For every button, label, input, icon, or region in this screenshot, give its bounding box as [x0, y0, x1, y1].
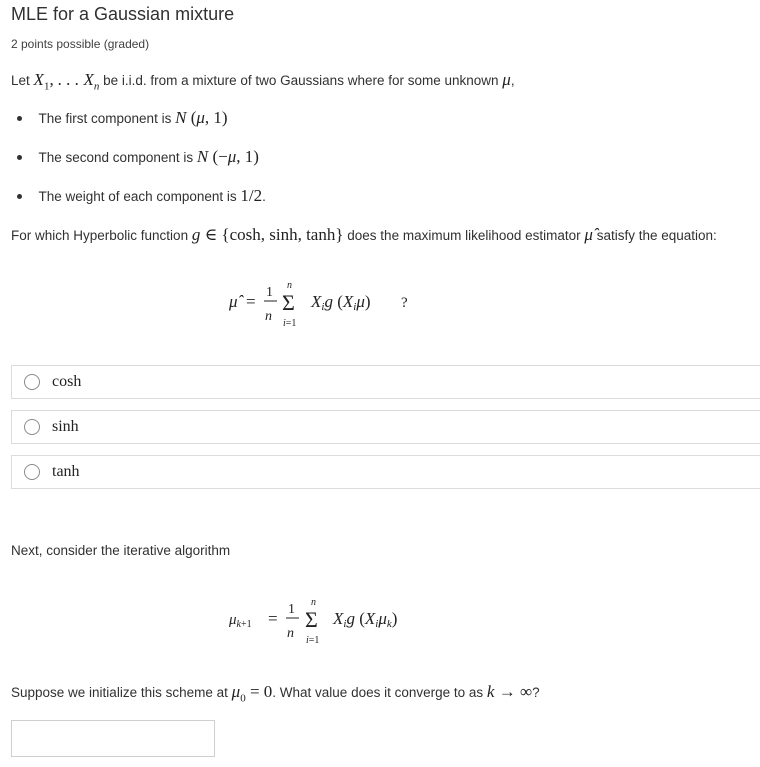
svg-text:μk+1: $\mu_{k+1}$ — [229, 612, 252, 630]
choice-label: tanh — [52, 463, 80, 480]
svg-text:1: 1 — [288, 602, 295, 617]
iterative-equation — [225, 595, 435, 651]
bullet-second-math: N (−μ, 1) — [196, 147, 259, 166]
suppose-suffix: ? — [532, 685, 540, 700]
choice-option[interactable] — [11, 455, 760, 489]
svg-text:μ̂: μ̂ — [229, 292, 238, 311]
intro-iid-text: be i.i.d. from a mixture of two Gaussians where for some unknown — [103, 73, 499, 88]
intro-let: Let — [11, 73, 30, 88]
suppose-k-math: k → ∞ — [486, 682, 533, 701]
question-end: satisfy the equation: — [596, 228, 717, 243]
intro-comma: , — [510, 73, 515, 88]
equation-question-mark: ? — [401, 295, 408, 311]
mle-equation — [225, 278, 425, 334]
intro-x-seq: $X_1$, . . . $X_n$ — [33, 70, 100, 93]
question-line — [11, 225, 717, 245]
question-prefix: For which Hyperbolic function — [11, 228, 189, 243]
bullet-dot — [17, 194, 22, 199]
next-text: Next, consider the iterative algorithm — [11, 543, 231, 558]
svg-text:=: = — [268, 609, 278, 628]
question-mu-hat: μ̂ — [584, 225, 593, 244]
question-suffix: does the maximum likelihood estimator — [347, 228, 581, 243]
answer-input[interactable] — [11, 720, 215, 757]
radio-button[interactable] — [24, 419, 40, 435]
bullet-first-component — [17, 108, 228, 128]
bullet-first-text: The first component is — [38, 111, 172, 126]
bullet-dot — [17, 155, 22, 160]
svg-text:n: n — [311, 597, 316, 608]
problem-title: MLE for a Gaussian mixture — [11, 4, 235, 24]
intro-line — [11, 70, 515, 92]
svg-text:n: n — [265, 309, 272, 324]
suppose-middle: . What value does it converge to as — [272, 685, 484, 700]
choice-label: cosh — [52, 373, 82, 390]
svg-text:Xig (Xiμk): Xig (Xiμk) — [333, 609, 398, 630]
svg-text:i=1: i=1 — [283, 318, 297, 329]
bullet-dot — [17, 116, 22, 121]
bullet-weight-period: . — [262, 189, 266, 204]
intro-mu: μ — [502, 70, 511, 89]
choice-label: sinh — [52, 418, 79, 435]
choice-option[interactable] — [11, 410, 760, 444]
suppose-mu0-math: $\mu_0 = 0$ — [231, 682, 273, 705]
suppose-prefix: Suppose we initialize this scheme at — [11, 685, 228, 700]
radio-button[interactable] — [24, 464, 40, 480]
question-g-set: g ∈ {cosh, sinh, tanh} — [191, 225, 344, 244]
points-label: 2 points possible (graded) — [11, 37, 150, 51]
bullet-second-text: The second component is — [38, 150, 194, 165]
svg-text:Xig (Xiμ): Xig (Xiμ) — [311, 292, 371, 313]
bullet-weight — [17, 186, 266, 206]
svg-text:n: n — [287, 280, 292, 291]
svg-text:i=1: i=1 — [306, 635, 320, 646]
bullet-first-math: N (μ, 1) — [175, 108, 228, 127]
svg-text:=: = — [246, 292, 256, 311]
svg-text:Σ: Σ — [282, 290, 295, 315]
bullet-second-component — [17, 147, 259, 167]
choice-option[interactable] — [11, 365, 760, 399]
radio-button[interactable] — [24, 374, 40, 390]
svg-text:1: 1 — [266, 285, 273, 300]
suppose-line — [11, 682, 540, 704]
bullet-weight-value: 1/2 — [240, 186, 263, 205]
svg-text:n: n — [287, 626, 294, 641]
svg-text:Σ: Σ — [305, 607, 318, 632]
bullet-weight-text: The weight of each component is — [38, 189, 237, 204]
